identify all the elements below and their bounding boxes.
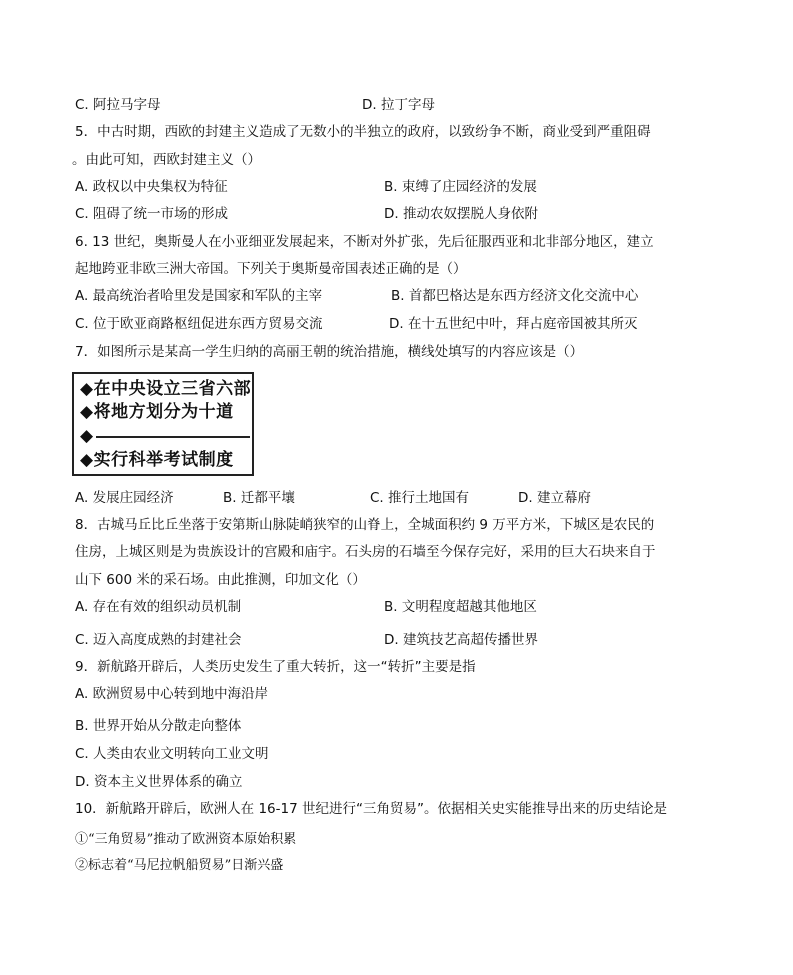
q7-option-c: C. 推行土地国有 [370, 490, 470, 506]
q9-stem: 9．新航路开辟后，人类历史发生了重大转折，这一“转折”主要是指 [75, 659, 476, 675]
q6-option-a: A. 最高统治者哈里发是国家和军队的主宰 [75, 288, 323, 304]
q7-box-line-1: ◆在中央设立三省六部 [80, 379, 252, 399]
q6-option-b: B. 首都巴格达是东西方经济文化交流中心 [391, 288, 639, 304]
q6-stem-line-2: 起地跨亚非欧三洲大帝国。下列关于奥斯曼帝国表述正确的是（） [75, 261, 467, 277]
q6-stem-line-1: 6. 13 世纪，奥斯曼人在小亚细亚发展起来，不断对外扩张，先后征服西亚和北非部分地区，建立 [75, 234, 654, 250]
q5-option-b: B. 束缚了庄园经济的发展 [384, 179, 537, 195]
q9-option-d: D. 资本主义世界体系的确立 [75, 774, 243, 790]
q5-option-a: A. 政权以中央集权为特征 [75, 179, 228, 195]
q5-option-d: D. 推动农奴摆脱人身依附 [384, 206, 538, 222]
q7-option-d: D. 建立幕府 [518, 490, 591, 506]
q8-option-d: D. 建筑技艺高超传播世界 [384, 632, 538, 648]
q10-item-1: ①“三角贸易”推动了欧洲资本原始积累 [75, 832, 297, 847]
q5-stem-line-2: 。由此可知，西欧封建主义（） [72, 152, 261, 168]
q5-stem-line-1: 5．中古时期，西欧的封建主义造成了无数小的半独立的政府，以致纷争不断，商业受到严重阻碍 [75, 124, 651, 140]
q9-option-a: A. 欧洲贸易中心转到地中海沿岸 [75, 686, 269, 702]
q7-stem: 7．如图所示是某高一学生归纳的高丽王朝的统治措施，横线处填写的内容应该是（） [75, 344, 584, 360]
q6-option-d: D. 在十五世纪中叶，拜占庭帝国被其所灭 [389, 316, 638, 332]
q7-box-line-3: ◆ [80, 426, 94, 446]
q7-box-line-2: ◆将地方划分为十道 [80, 402, 234, 422]
q8-stem-line-3: 山下 600 米的采石场。由此推测，印加文化（） [75, 572, 366, 588]
q9-option-c: C. 人类由农业文明转向工业文明 [75, 746, 269, 762]
q7-option-b: B. 迁都平壤 [223, 490, 295, 506]
q7-blank-line [96, 436, 250, 438]
q10-stem: 10．新航路开辟后，欧洲人在 16-17 世纪进行“三角贸易”。依据相关史实能推导出来的历史结论是 [75, 801, 667, 817]
q8-option-c: C. 迈入高度成熟的封建社会 [75, 632, 242, 648]
q9-option-b: B. 世界开始从分散走向整体 [75, 718, 242, 734]
q7-option-a: A. 发展庄园经济 [75, 490, 174, 506]
q5-option-c: C. 阻碍了统一市场的形成 [75, 206, 229, 222]
q8-option-b: B. 文明程度超越其他地区 [384, 599, 537, 615]
q8-stem-line-2: 住房，上城区则是为贵族设计的宫殿和庙宇。石头房的石墙至今保存完好，采用的巨大石块来自于 [75, 544, 656, 560]
q4-option-c: C. 阿拉马字母 [75, 97, 161, 113]
q6-option-c: C. 位于欧亚商路枢纽促进东西方贸易交流 [75, 316, 323, 332]
q4-option-d: D. 拉丁字母 [362, 97, 435, 113]
q7-box-line-4: ◆实行科举考试制度 [80, 450, 234, 470]
q10-item-2: ②标志着“马尼拉帆船贸易”日渐兴盛 [75, 858, 284, 873]
q7-measures-box [72, 372, 254, 476]
q8-option-a: A. 存在有效的组织动员机制 [75, 599, 242, 615]
q8-stem-line-1: 8．古城马丘比丘坐落于安第斯山脉陡峭狭窄的山脊上，全城面积约 9 万平方米，下城区是农民的 [75, 517, 655, 533]
